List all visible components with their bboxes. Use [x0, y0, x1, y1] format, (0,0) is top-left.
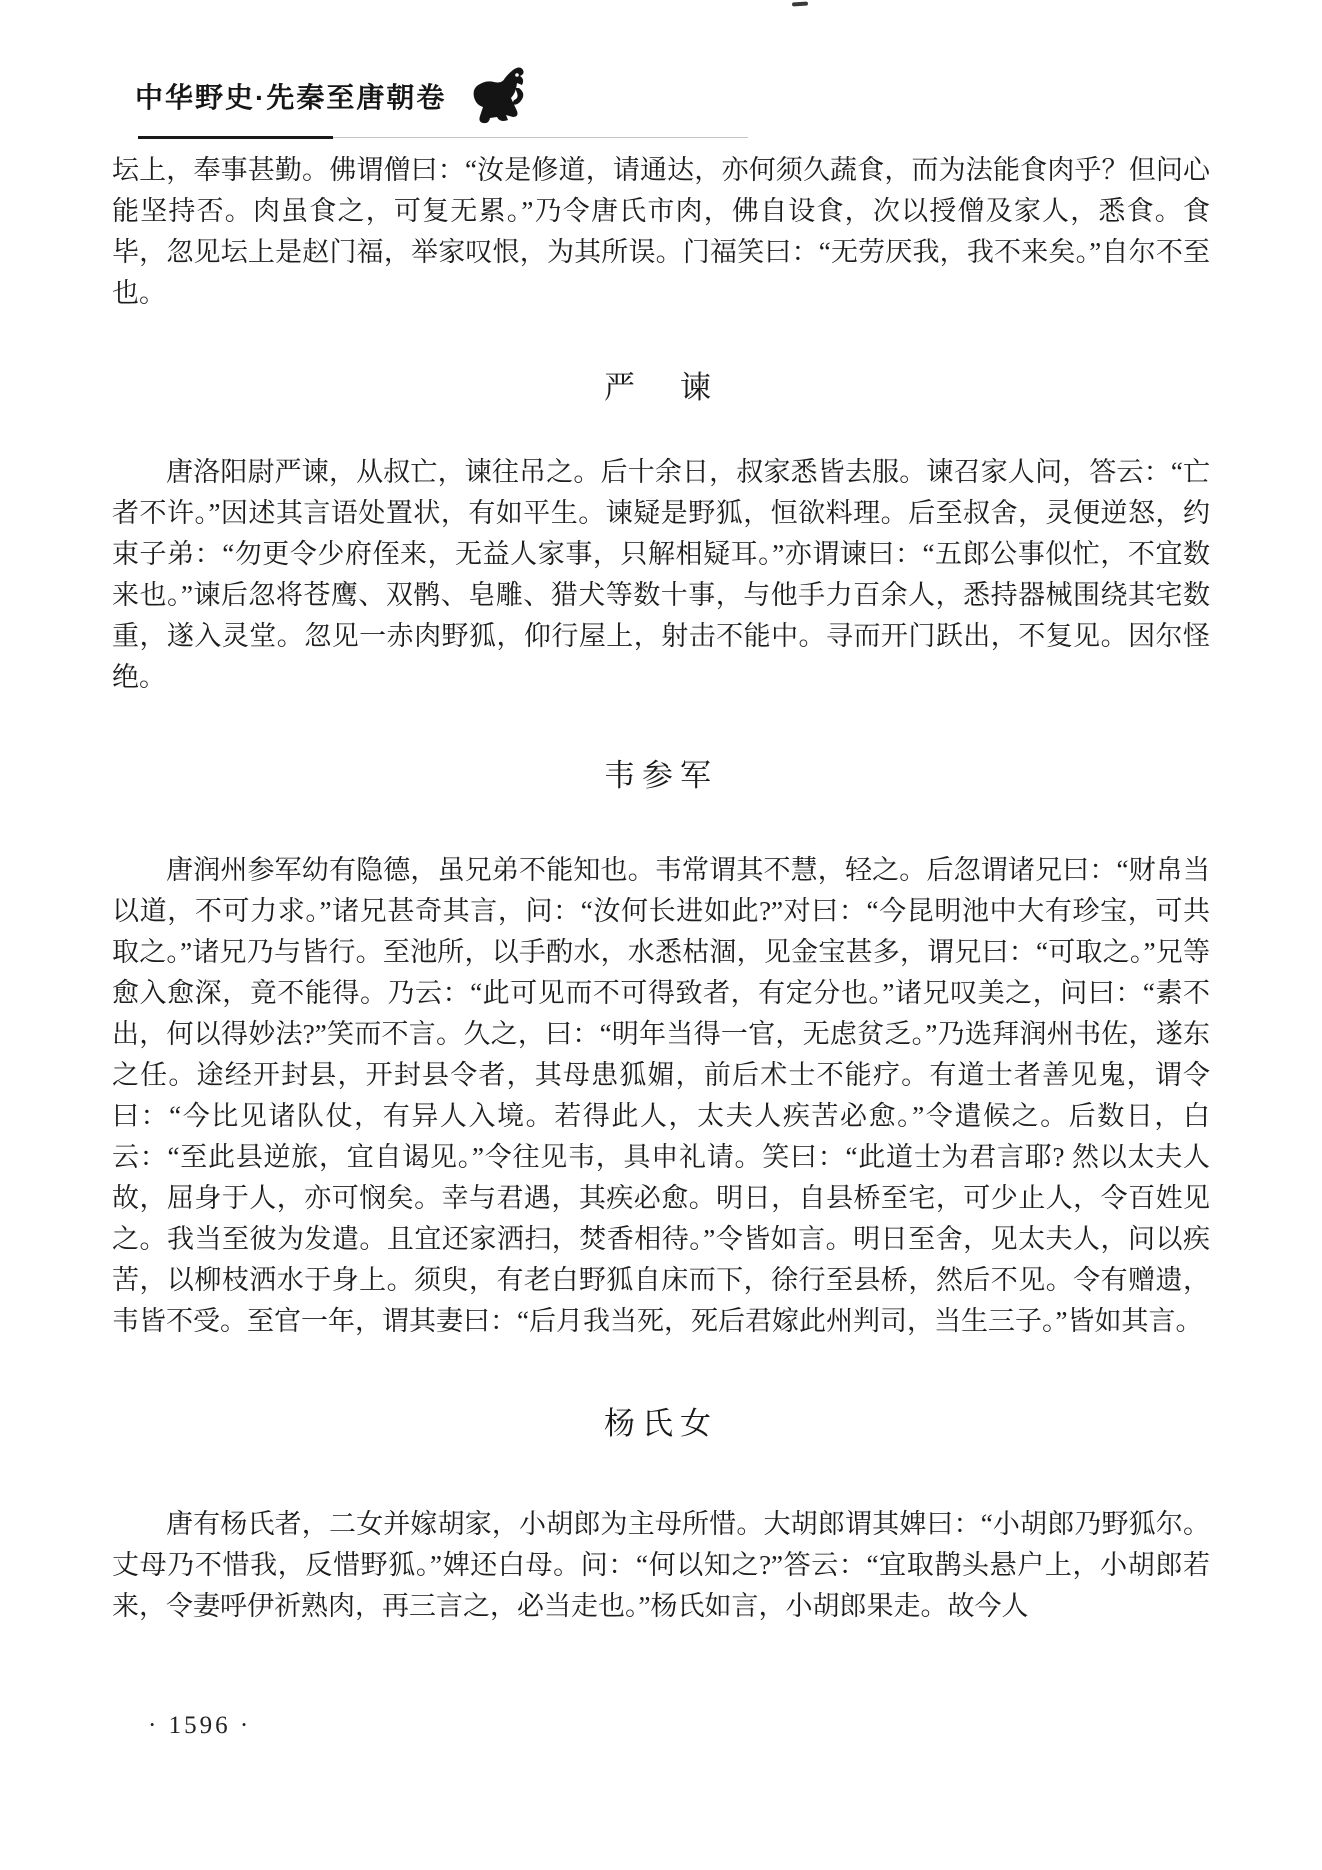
- heading-yan-jian: 严 谏: [604, 370, 718, 405]
- page-header: [135, 66, 528, 126]
- running-head-title: 中华野史·先秦至唐朝卷: [135, 82, 447, 113]
- header-rule-dark-segment: [138, 136, 333, 139]
- heading-yang-shi-nv: 杨氏女: [604, 1406, 718, 1441]
- paragraph-wei-canjun: 唐润州参军幼有隐德，虽兄弟不能知也。韦常谓其不慧，轻之。后忽谓诸兄曰：“财帛当以道，不可力求。”诸兄甚奇其言，问：“汝何长进如此?”对曰：“今昆明池中大有珍宝，可共取之。”诸兄乃与皆行。至池所，以手酌水，水悉枯涸，见金宝甚多，谓兄曰：“可取之。”兄等愈入愈深，竟不能得。乃云：“此可见而不可得致者，有定分也。”诸兄叹美之，问曰：“素不出，何以得妙法?”笑而不言。久之，曰：“明年当得一官，无虑贫乏。”乃选拜润州书佐，遂东之任。途经开封县，开封县令者，其母患狐媚，前后术士不能疗。有道士者善见鬼，谓令曰：“今比见诸队仗，有异人入境。若得此人，太夫人疾苦必愈。”令遣候之。后数日，白云：“至此县逆旅，宜自谒见。”令往见韦，具申礼请。笑曰：“此道士为君言耶? 然以太夫人故，屈身于人，亦可悯矣。幸与君遇，其疾必愈。明日，自县桥至宅，可少止人，令百姓见之。我当至彼为发遣。且宜还家洒扫，焚香相待。”令皆如言。明日至舍，见太夫人，问以疾苦，以柳枝洒水于身上。须臾，有老白野狐自床而下，徐行至县桥，然后不见。令有赠遗，韦皆不受。至官一年，谓其妻曰：“后月我当死，死后君嫁此州判司，当生三子。”皆如其言。: [112, 855, 1210, 1336]
- beast-ornament-icon: [472, 66, 528, 126]
- scan-artifact-dash: [792, 1, 808, 6]
- heading-wei-canjun: 韦参军: [604, 758, 718, 793]
- header-rule: [138, 136, 748, 140]
- page-body: [112, 150, 1210, 1627]
- paragraph-yang-shi-nv: 唐有杨氏者，二女并嫁胡家，小胡郎为主母所惜。大胡郎谓其婢曰：“小胡郎乃野狐尔。丈母乃不惜我，反惜野狐。”婢还白母。问：“何以知之?”答云：“宜取鹊头悬户上，小胡郎若来，令妻呼伊祈熟肉，再三言之，必当走也。”杨氏如言，小胡郎果走。故今人: [112, 1509, 1210, 1621]
- paragraph-continuation: 坛上，奉事甚勤。佛谓僧曰：“汝是修道，请通达，亦何须久蔬食，而为法能食肉乎？但问心能坚持否。肉虽食之，可复无累。”乃令唐氏市肉，佛自设食，次以授僧及家人，悉食。食毕，忽见坛上是赵门福，举家叹恨，为其所误。门福笑曰：“无劳厌我，我不来矣。”自尔不至也。: [112, 155, 1210, 308]
- page-number: · 1596 ·: [148, 1712, 252, 1739]
- paragraph-yan-jian: 唐洛阳尉严谏，从叔亡，谏往吊之。后十余日，叔家悉皆去服。谏召家人问，答云：“亡者不许。”因述其言语处置状，有如平生。谏疑是野狐，恒欲料理。后至叔舍，灵便逆怒，约束子弟：“勿更令少府侄来，无益人家事，只解相疑耳。”亦谓谏曰：“五郎公事似忙，不宜数来也。”谏后忽将苍鹰、双鹘、皂雕、猎犬等数十事，与他手力百余人，悉持器械围绕其宅数重，遂入灵堂。忽见一赤肉野狐，仰行屋上，射击不能中。寻而开门跃出，不复见。因尔怪绝。: [112, 457, 1210, 692]
- header-rule-light-segment: [333, 137, 748, 138]
